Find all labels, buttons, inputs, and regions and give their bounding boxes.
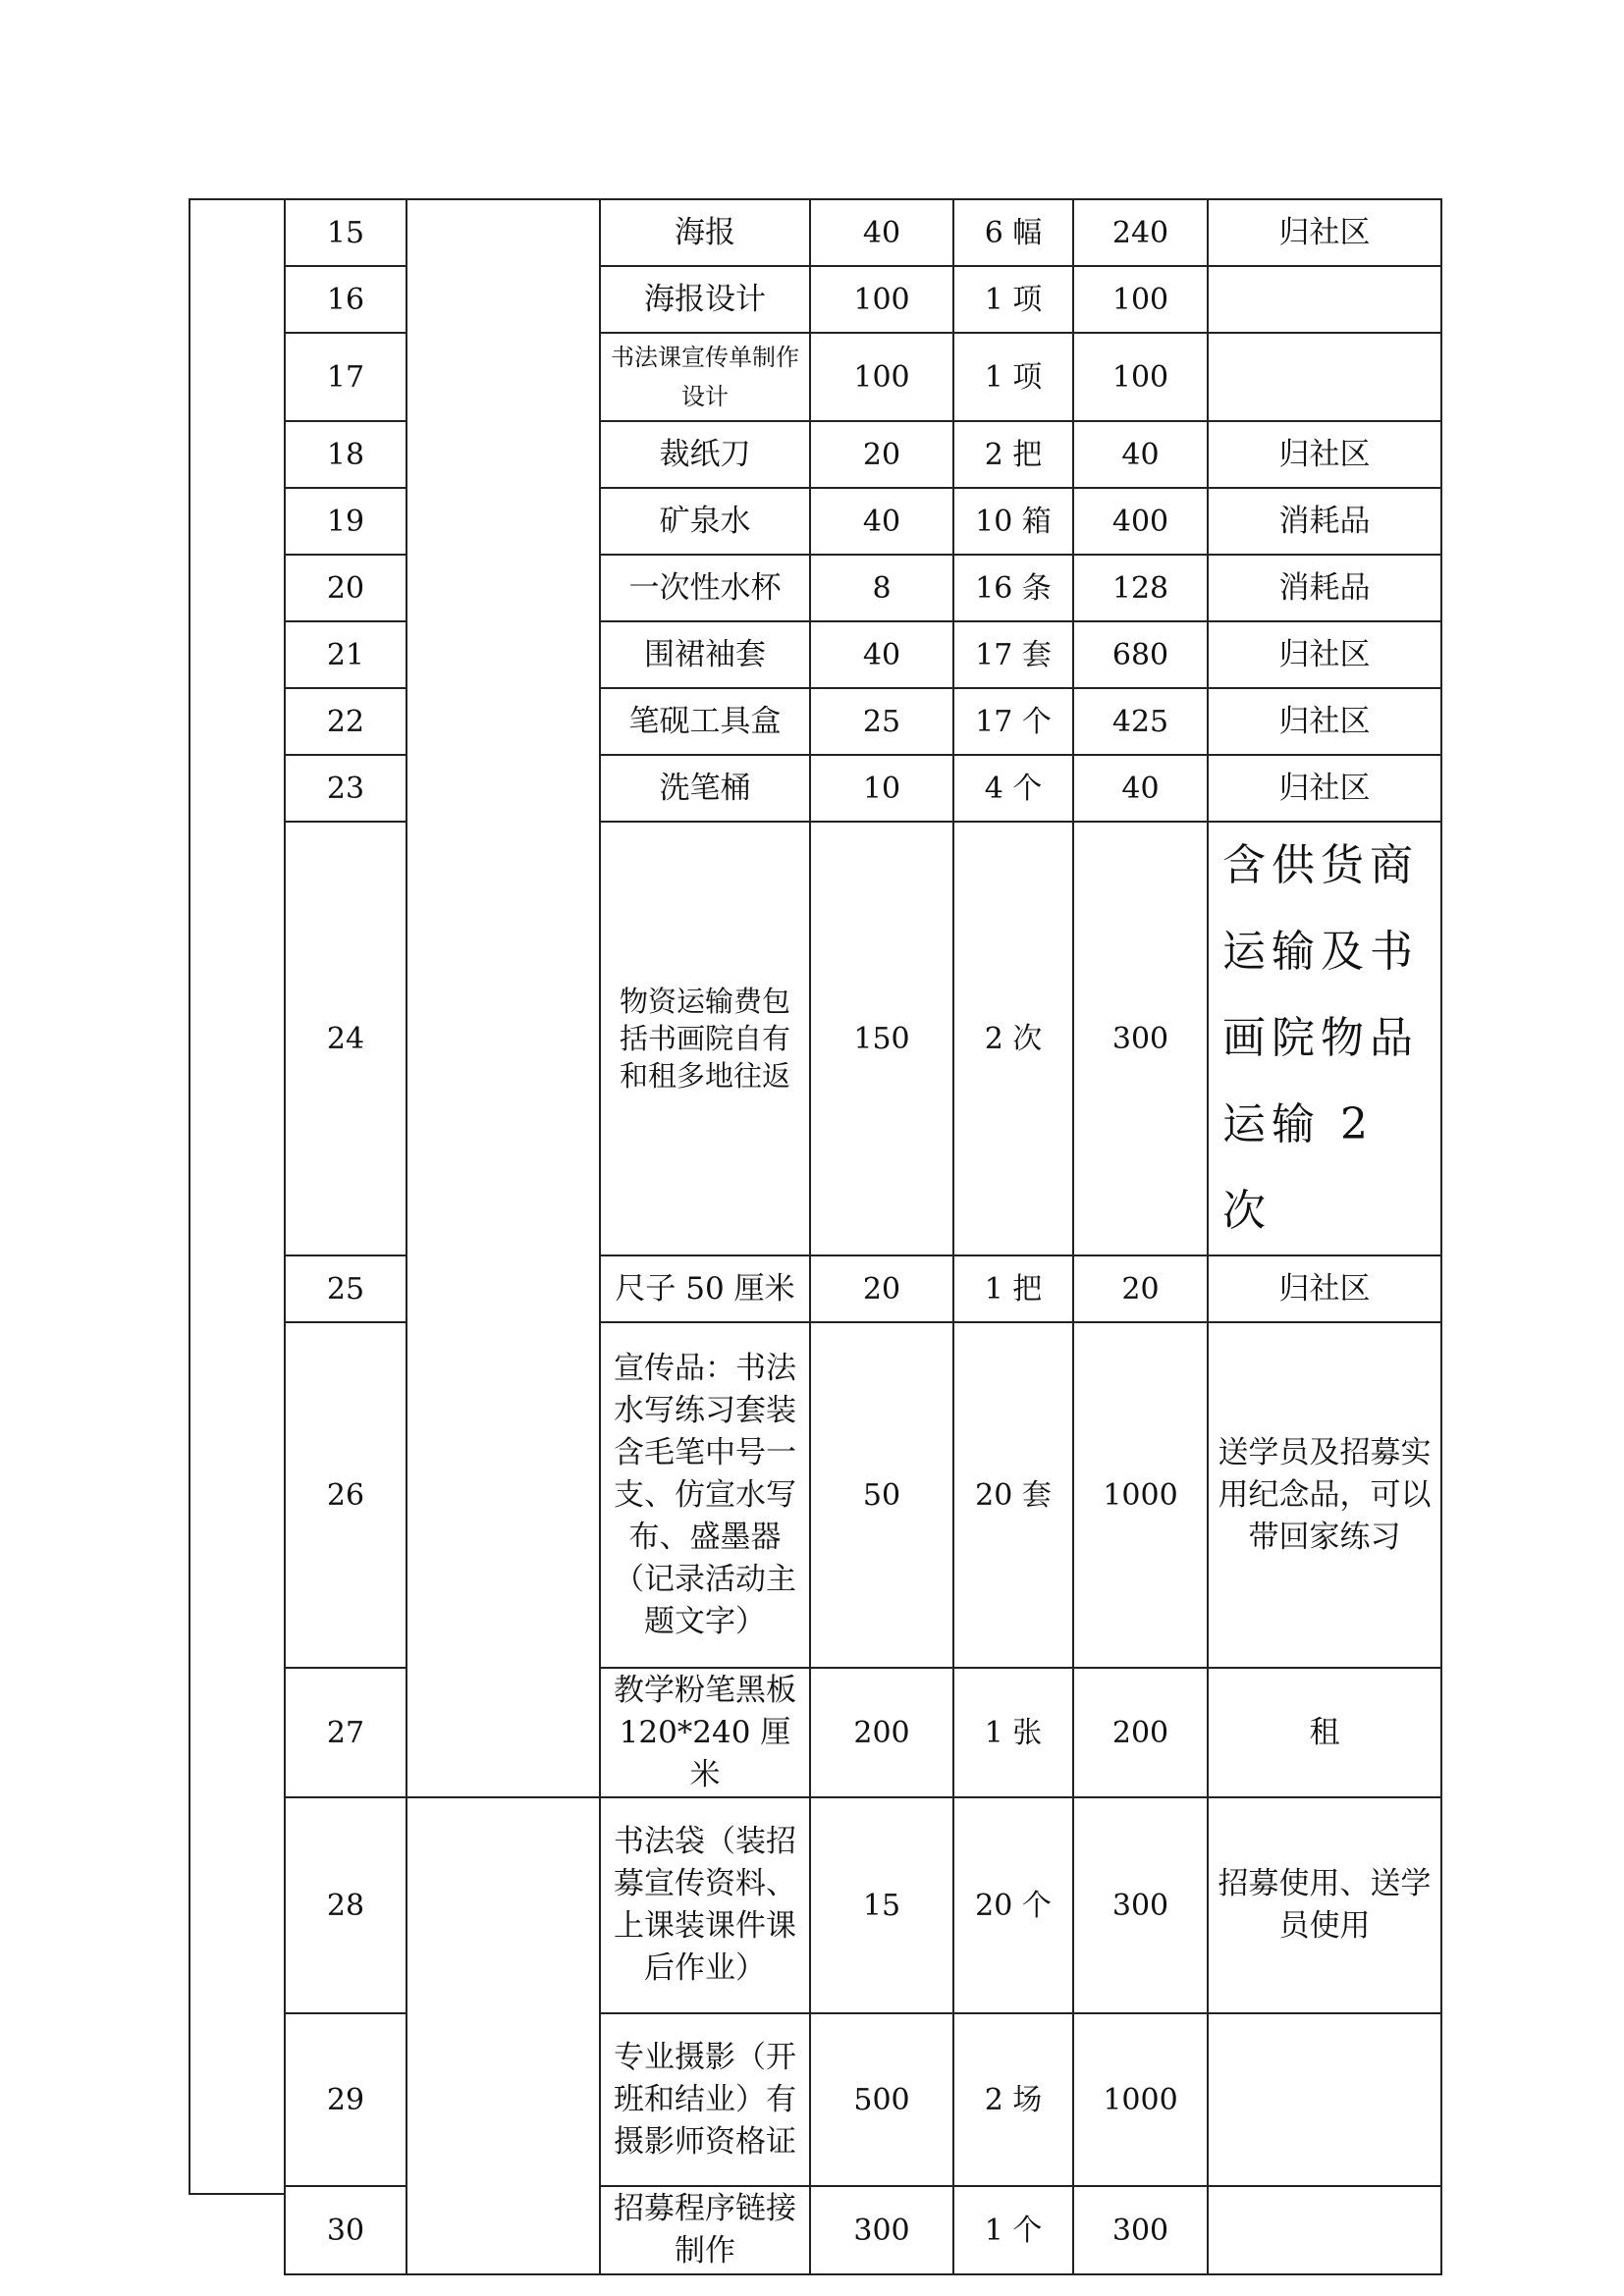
unit-price: 20	[810, 421, 953, 488]
quantity: 2 次	[953, 822, 1073, 1255]
table-row	[285, 621, 1441, 688]
category-cell	[406, 1668, 600, 1797]
row-number: 30	[285, 2186, 406, 2274]
item-name: 招募程序链接制作	[600, 2186, 810, 2274]
unit-price: 15	[810, 1797, 953, 2013]
item-name: 洗笔桶	[600, 755, 810, 822]
subtotal: 400	[1073, 488, 1208, 555]
quantity: 17 个	[953, 688, 1073, 755]
row-number: 26	[285, 1322, 406, 1668]
item-name: 围裙袖套	[600, 621, 810, 688]
table-row	[285, 688, 1441, 755]
unit-price: 40	[810, 488, 953, 555]
subtotal: 425	[1073, 688, 1208, 755]
item-name: 矿泉水	[600, 488, 810, 555]
category-cell	[406, 1255, 600, 1322]
unit-price: 40	[810, 621, 953, 688]
unit-price: 8	[810, 555, 953, 621]
subtotal: 680	[1073, 621, 1208, 688]
row-number: 25	[285, 1255, 406, 1322]
quantity: 10 箱	[953, 488, 1073, 555]
table-row	[285, 1255, 1441, 1322]
item-name: 物资运输费包括书画院自有和租多地往返	[600, 822, 810, 1255]
quantity: 6 幅	[953, 199, 1073, 266]
quantity: 20 个	[953, 1797, 1073, 2013]
unit-price: 50	[810, 1322, 953, 1668]
subtotal: 40	[1073, 755, 1208, 822]
outer-category-column	[189, 198, 284, 2195]
table-row	[285, 1322, 1441, 1668]
note	[1208, 333, 1441, 421]
item-name: 教学粉笔黑板 120*240 厘米	[600, 1668, 810, 1797]
subtotal: 300	[1073, 1797, 1208, 2013]
quantity: 1 项	[953, 333, 1073, 421]
subtotal: 1000	[1073, 2013, 1208, 2186]
subtotal: 100	[1073, 333, 1208, 421]
category-cell	[406, 755, 600, 822]
table-row	[285, 1797, 1441, 2013]
row-number: 19	[285, 488, 406, 555]
unit-price: 150	[810, 822, 953, 1255]
category-cell	[406, 621, 600, 688]
category-cell	[406, 421, 600, 488]
item-name: 书法课宣传单制作设计	[600, 333, 810, 421]
row-number: 16	[285, 266, 406, 333]
table-row	[285, 2013, 1441, 2186]
unit-price: 100	[810, 333, 953, 421]
row-number: 15	[285, 199, 406, 266]
table-row	[285, 555, 1441, 621]
budget-table	[284, 198, 1442, 2275]
subtotal: 128	[1073, 555, 1208, 621]
unit-price: 300	[810, 2186, 953, 2274]
quantity: 17 套	[953, 621, 1073, 688]
table-row	[285, 488, 1441, 555]
note: 含供货商运输及书画院物品运输 2 次	[1208, 822, 1441, 1255]
quantity: 1 张	[953, 1668, 1073, 1797]
table-row	[285, 755, 1441, 822]
quantity: 1 项	[953, 266, 1073, 333]
table-row	[285, 266, 1441, 333]
row-number: 17	[285, 333, 406, 421]
row-number: 27	[285, 1668, 406, 1797]
subtotal: 40	[1073, 421, 1208, 488]
subtotal: 1000	[1073, 1322, 1208, 1668]
quantity: 1 把	[953, 1255, 1073, 1322]
item-name: 海报	[600, 199, 810, 266]
unit-price: 10	[810, 755, 953, 822]
row-number: 21	[285, 621, 406, 688]
table-row	[285, 822, 1441, 1255]
table-row	[285, 2186, 1441, 2274]
unit-price: 25	[810, 688, 953, 755]
item-name: 尺子 50 厘米	[600, 1255, 810, 1322]
quantity: 2 把	[953, 421, 1073, 488]
subtotal: 200	[1073, 1668, 1208, 1797]
note	[1208, 2186, 1441, 2274]
note: 租	[1208, 1668, 1441, 1797]
note: 消耗品	[1208, 555, 1441, 621]
item-name: 笔砚工具盒	[600, 688, 810, 755]
note: 归社区	[1208, 688, 1441, 755]
row-number: 24	[285, 822, 406, 1255]
category-cell	[406, 266, 600, 333]
table-row	[285, 421, 1441, 488]
note: 送学员及招募实用纪念品，可以带回家练习	[1208, 1322, 1441, 1668]
item-name: 书法袋（装招募宣传资料、上课装课件课后作业）	[600, 1797, 810, 2013]
unit-price: 40	[810, 199, 953, 266]
note: 归社区	[1208, 199, 1441, 266]
item-name: 宣传品：书法水写练习套装含毛笔中号一支、仿宣水写布、盛墨器（记录活动主题文字）	[600, 1322, 810, 1668]
row-number: 20	[285, 555, 406, 621]
category-cell	[406, 333, 600, 421]
category-cell	[406, 2186, 600, 2274]
item-name: 专业摄影（开班和结业）有摄影师资格证	[600, 2013, 810, 2186]
unit-price: 20	[810, 1255, 953, 1322]
row-number: 22	[285, 688, 406, 755]
row-number: 23	[285, 755, 406, 822]
row-number: 29	[285, 2013, 406, 2186]
note: 归社区	[1208, 755, 1441, 822]
unit-price: 500	[810, 2013, 953, 2186]
table-row	[285, 1668, 1441, 1797]
row-number: 28	[285, 1797, 406, 2013]
quantity: 16 条	[953, 555, 1073, 621]
category-cell	[406, 1322, 600, 1668]
category-cell	[406, 822, 600, 1255]
unit-price: 200	[810, 1668, 953, 1797]
note: 招募使用、送学员使用	[1208, 1797, 1441, 2013]
category-cell	[406, 488, 600, 555]
table-row	[285, 199, 1441, 266]
row-number: 18	[285, 421, 406, 488]
subtotal: 100	[1073, 266, 1208, 333]
subtotal: 300	[1073, 822, 1208, 1255]
note: 归社区	[1208, 1255, 1441, 1322]
quantity: 2 场	[953, 2013, 1073, 2186]
note	[1208, 2013, 1441, 2186]
item-name: 裁纸刀	[600, 421, 810, 488]
note: 消耗品	[1208, 488, 1441, 555]
table-row	[285, 333, 1441, 421]
unit-price: 100	[810, 266, 953, 333]
item-name: 海报设计	[600, 266, 810, 333]
category-cell	[406, 199, 600, 266]
category-cell	[406, 2013, 600, 2186]
category-cell	[406, 688, 600, 755]
subtotal: 300	[1073, 2186, 1208, 2274]
category-cell	[406, 555, 600, 621]
subtotal: 240	[1073, 199, 1208, 266]
note: 归社区	[1208, 621, 1441, 688]
category-cell	[406, 1797, 600, 2013]
quantity: 1 个	[953, 2186, 1073, 2274]
quantity: 20 套	[953, 1322, 1073, 1668]
note	[1208, 266, 1441, 333]
quantity: 4 个	[953, 755, 1073, 822]
subtotal: 20	[1073, 1255, 1208, 1322]
item-name: 一次性水杯	[600, 555, 810, 621]
note: 归社区	[1208, 421, 1441, 488]
